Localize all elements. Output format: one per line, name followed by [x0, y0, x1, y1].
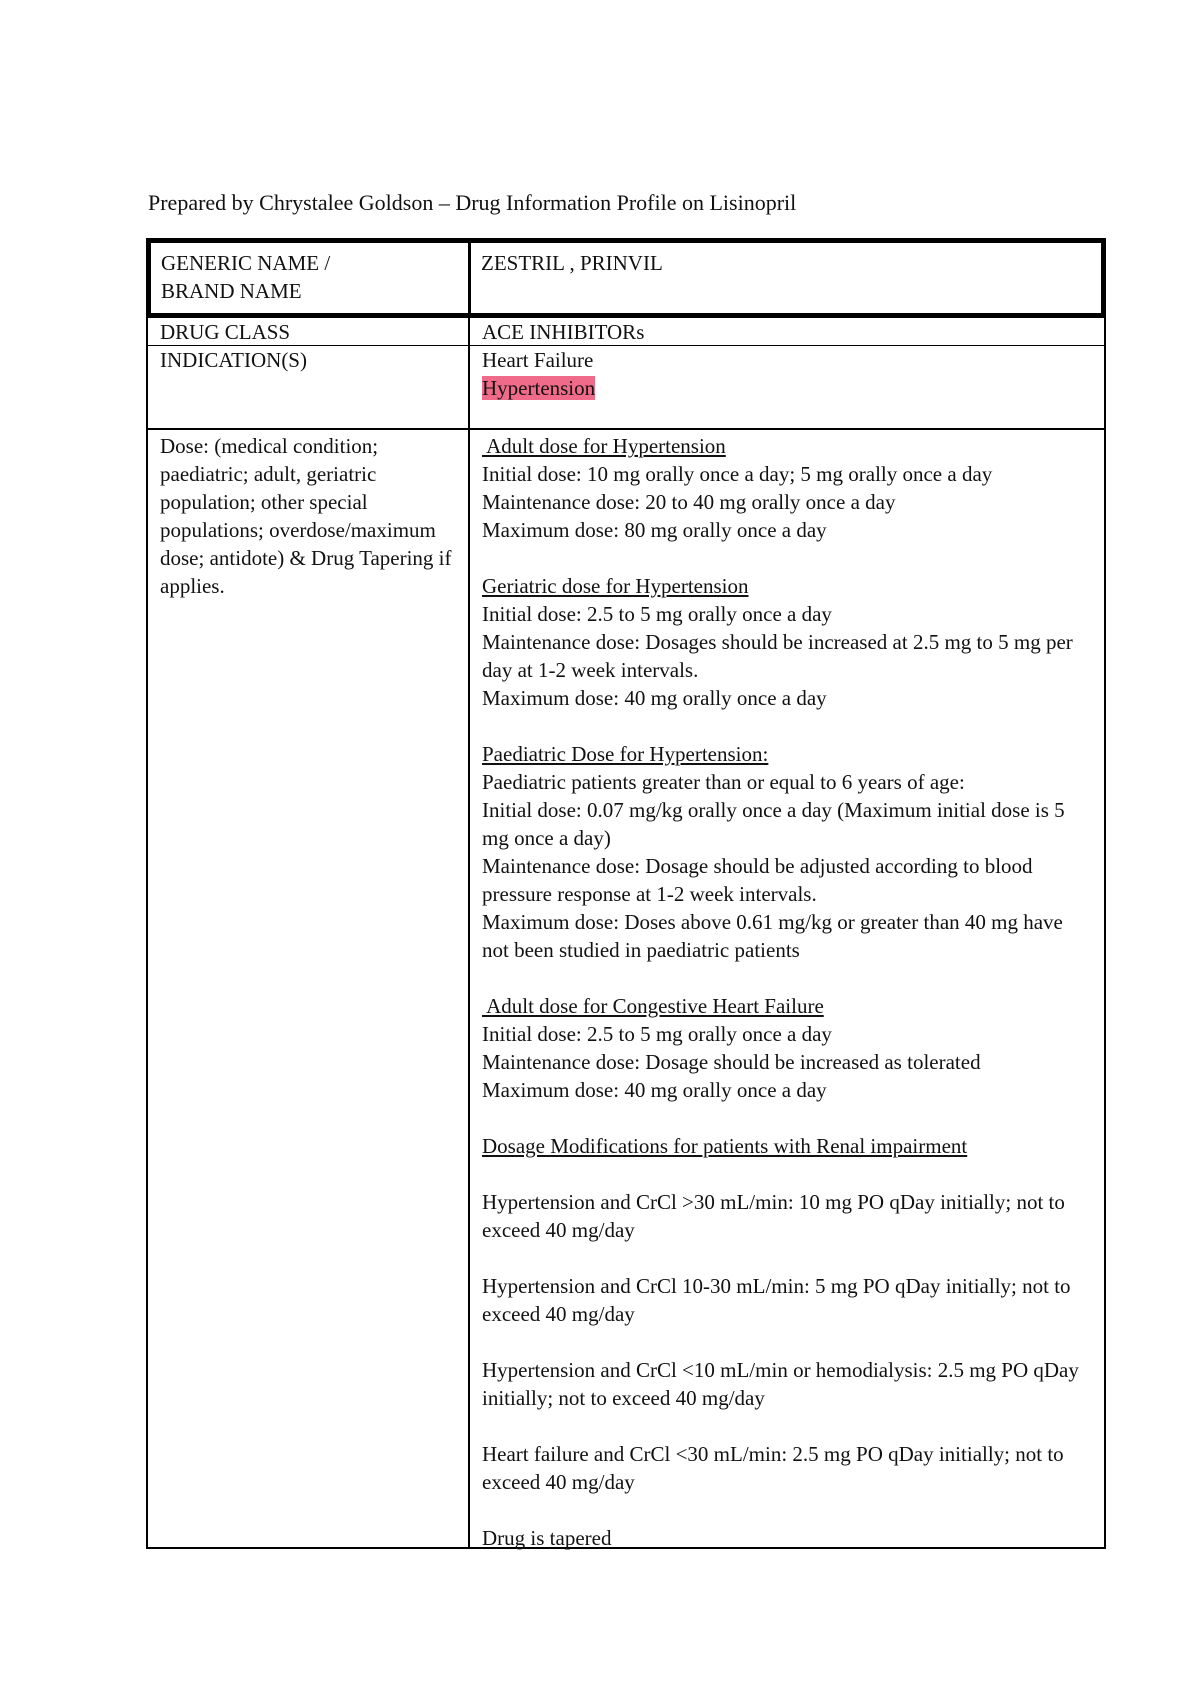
indications-value-cell [470, 346, 1104, 428]
adult-htn-maximum: Maximum dose: 80 mg orally once a day [482, 518, 827, 542]
renal-heading: Dosage Modifications for patients with Renal impairment [482, 1134, 968, 1158]
indication-hypertension-highlighted: Hypertension [482, 376, 596, 400]
adult-chf-heading: Adult dose for Congestive Heart Failure [482, 994, 824, 1018]
name-label-cell [151, 243, 471, 313]
adult-htn-heading: Adult dose for Hypertension [482, 434, 726, 458]
paediatric-htn-heading: Paediatric Dose for Hypertension: [482, 742, 769, 766]
geriatric-htn-initial: Initial dose: 2.5 to 5 mg orally once a day [482, 602, 832, 626]
indication-heart-failure: Heart Failure [482, 348, 594, 372]
renal-htn-crcl-over-30: Hypertension and CrCl >30 mL/min: 10 mg PO qDay initially; not to exceed 40 mg/day [482, 1190, 1065, 1242]
dose-details-cell [470, 430, 1104, 1550]
renal-htn-crcl-10-30: Hypertension and CrCl 10-30 mL/min: 5 mg PO qDay initially; not to exceed 40 mg/day [482, 1274, 1071, 1326]
paediatric-htn-initial: Initial dose: 0.07 mg/kg orally once a day (Maximum initial dose is 5 mg once a day) [482, 798, 1065, 850]
drug-profile-table [146, 238, 1106, 1549]
indications-label: INDICATION(S) [148, 346, 470, 428]
geriatric-htn-heading: Geriatric dose for Hypertension [482, 574, 749, 598]
adult-chf-maintenance: Maintenance dose: Dosage should be increased as tolerated [482, 1050, 981, 1074]
name-row [146, 238, 1106, 318]
adult-chf-maximum: Maximum dose: 40 mg orally once a day [482, 1078, 827, 1102]
renal-htn-crcl-under-10: Hypertension and CrCl <10 mL/min or hemodialysis: 2.5 mg PO qDay initially; not to exceed 40 mg/day [482, 1358, 1079, 1410]
geriatric-htn-maintenance: Maintenance dose: Dosages should be increased at 2.5 mg to 5 mg per day at 1-2 week intervals. [482, 630, 1073, 682]
indications-row [146, 346, 1106, 430]
paediatric-htn-population: Paediatric patients greater than or equal to 6 years of age: [482, 770, 965, 794]
adult-htn-maintenance: Maintenance dose: 20 to 40 mg orally once a day [482, 490, 896, 514]
drug-class-label: DRUG CLASS [148, 318, 470, 345]
renal-hf-crcl-under-30: Heart failure and CrCl <30 mL/min: 2.5 mg PO qDay initially; not to exceed 40 mg/day [482, 1442, 1064, 1494]
paediatric-htn-maximum: Maximum dose: Doses above 0.61 mg/kg or greater than 40 mg have not been studied in paediatric patients [482, 910, 1063, 962]
paediatric-htn-maintenance: Maintenance dose: Dosage should be adjusted according to blood pressure response at 1-2 week intervals. [482, 854, 1033, 906]
adult-chf-initial: Initial dose: 2.5 to 5 mg orally once a day [482, 1022, 832, 1046]
brand-names-value: ZESTRIL , PRINVIL [481, 251, 663, 275]
name-value-cell [471, 243, 1101, 313]
drug-class-row [146, 318, 1106, 346]
document-title: Prepared by Chrystalee Goldson – Drug Information Profile on Lisinopril [148, 190, 797, 215]
tapering-note: Drug is tapered [482, 1526, 612, 1550]
geriatric-htn-maximum: Maximum dose: 40 mg orally once a day [482, 686, 827, 710]
dose-label: Dose: (medical condition; paediatric; adult, geriatric population; other special populations; overdose/maximum dose; antidote) & Drug Tapering if applies. [148, 430, 470, 1547]
drug-class-value: ACE INHIBITORs [482, 320, 645, 344]
adult-htn-initial: Initial dose: 10 mg orally once a day; 5 mg orally once a day [482, 462, 993, 486]
dose-row [146, 430, 1106, 1549]
generic-name-label: GENERIC NAME / [161, 251, 331, 275]
brand-name-label: BRAND NAME [161, 279, 302, 303]
